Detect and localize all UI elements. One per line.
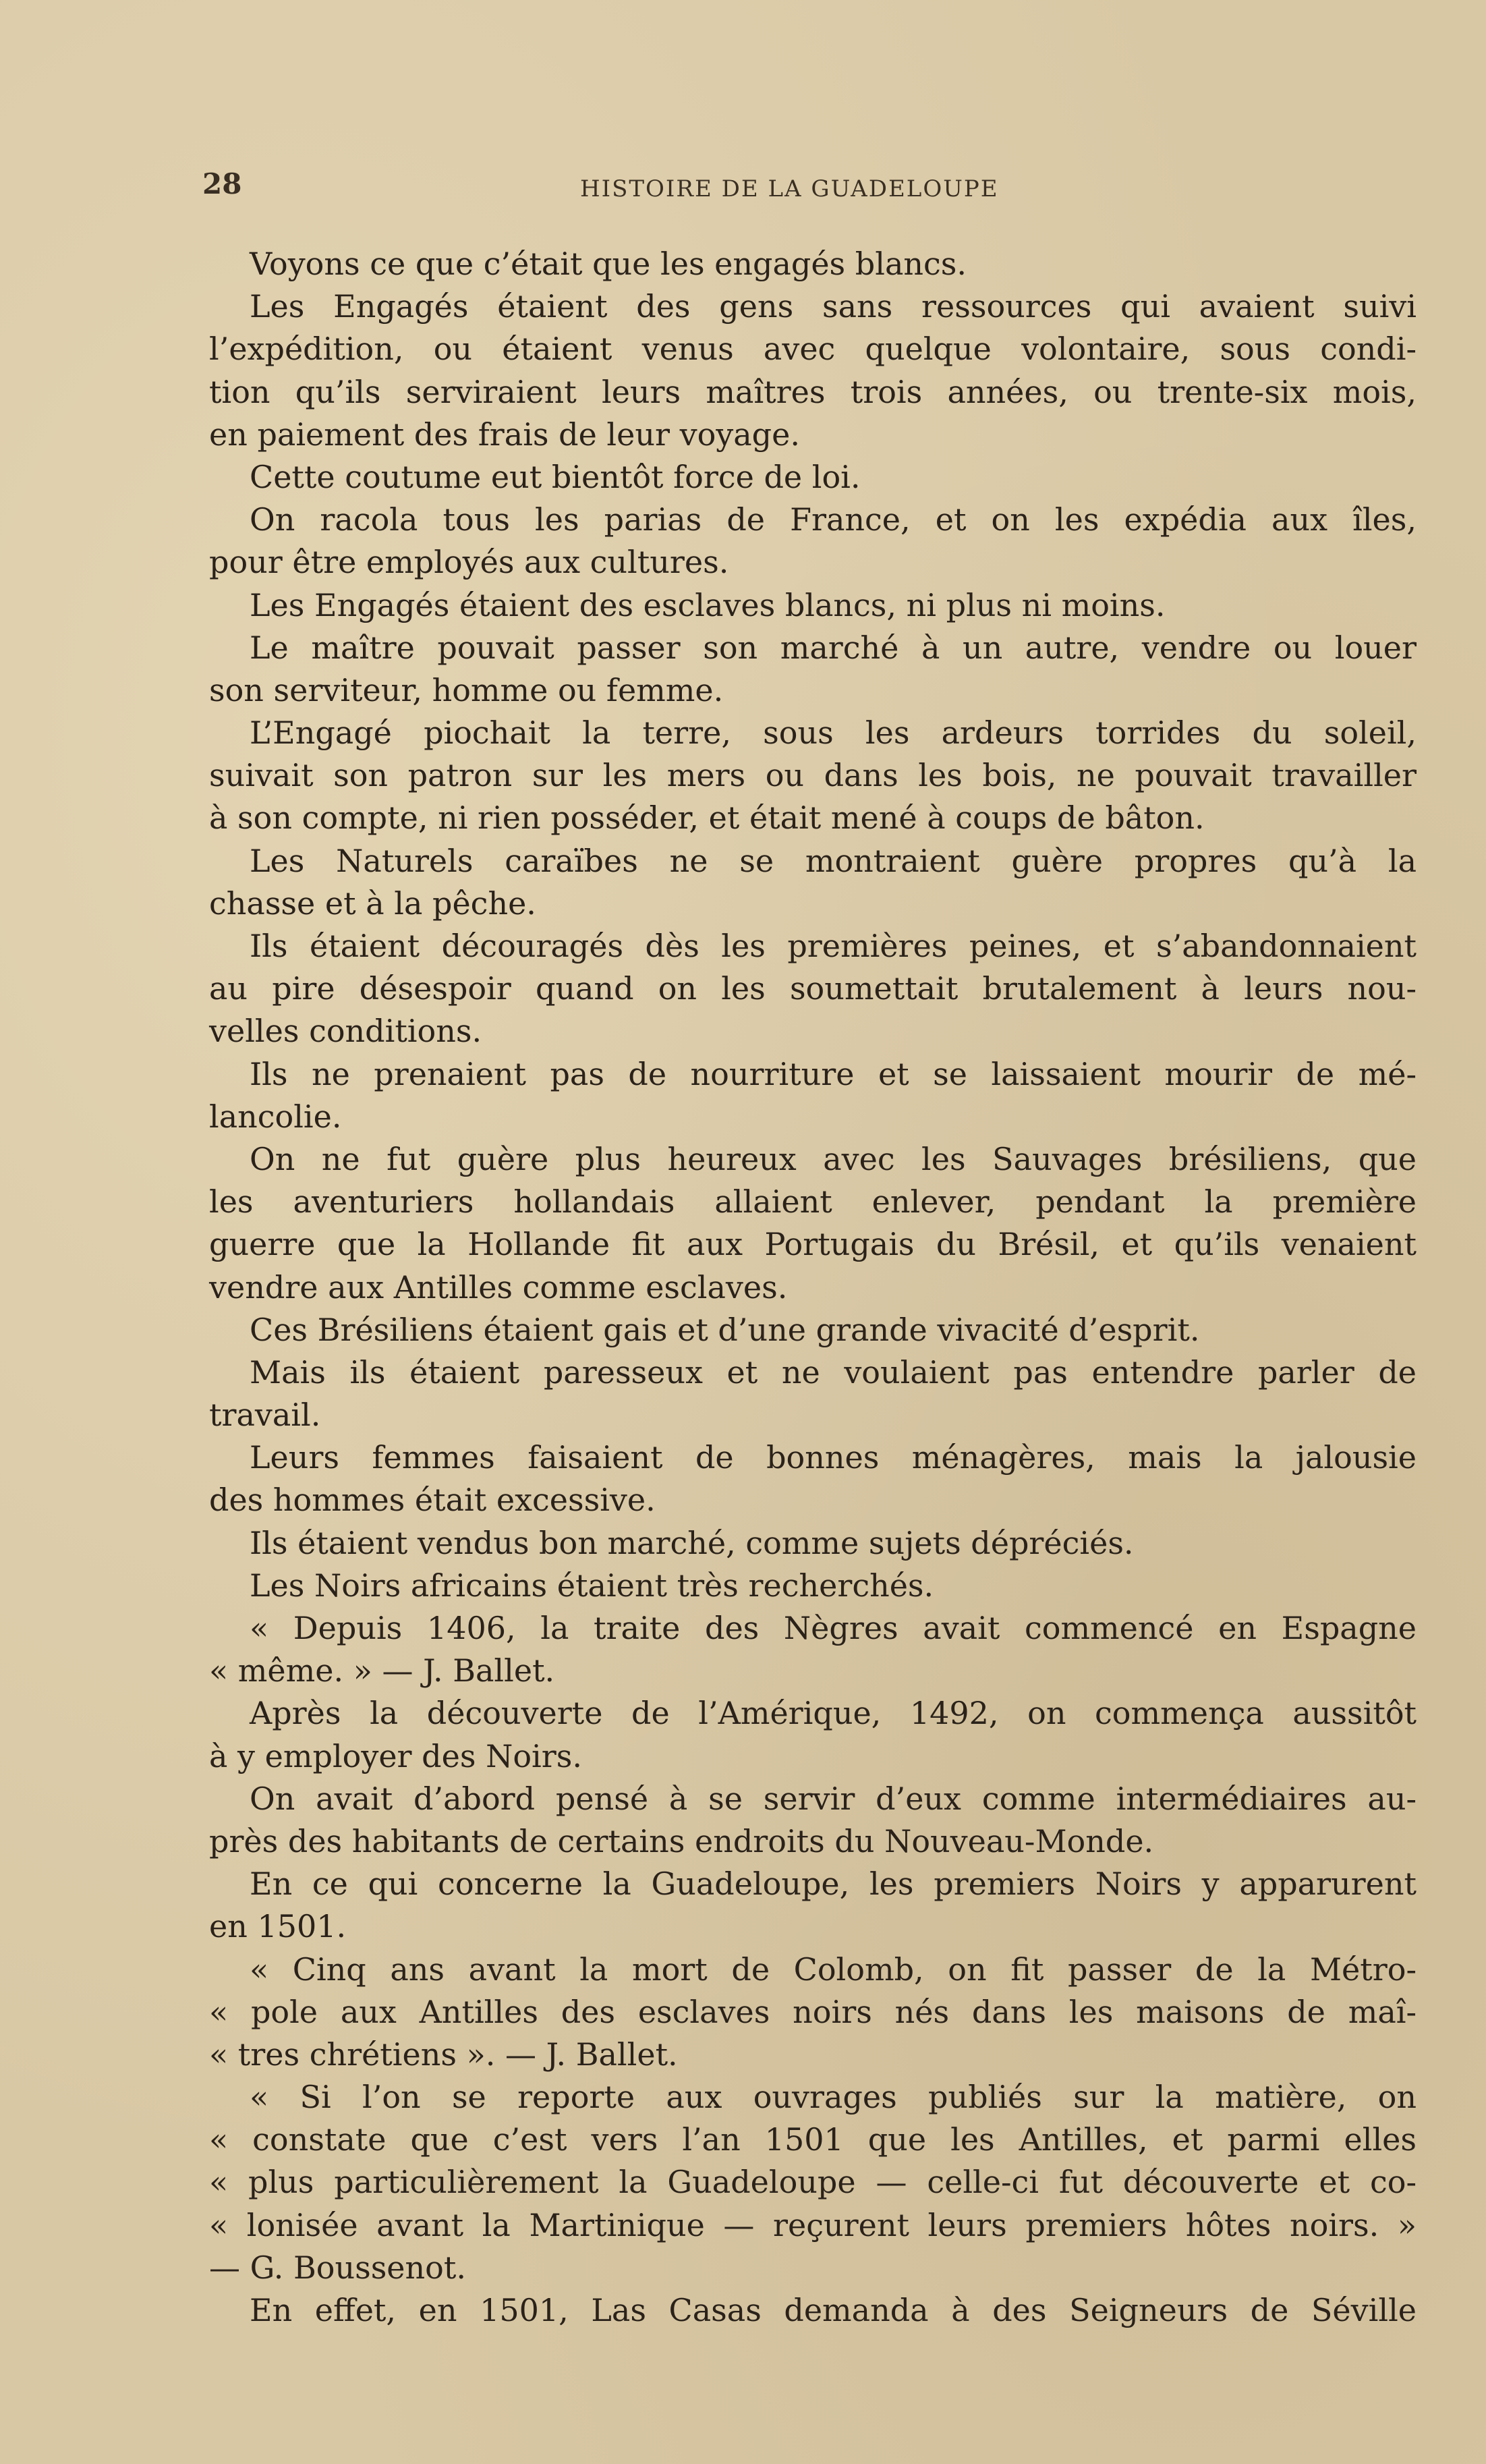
body-text — [209, 243, 1417, 2332]
text-line: pour être employés aux cultures. — [209, 544, 729, 581]
text-line: tion qu’ils serviraient leurs maîtres trois années, ou trente-six mois, — [209, 373, 1417, 410]
text-line: près des habitants de certains endroits du Nouveau-Monde. — [209, 1822, 1154, 1859]
text-line: « Si l’on se reporte aux ouvrages publiés sur la matière, on — [250, 2079, 1417, 2116]
page-number: 28 — [202, 167, 242, 200]
page-header — [202, 167, 1417, 208]
text-line: On avait d’abord pensé à se servir d’eux comme intermédiaires au- — [250, 1780, 1417, 1817]
text-line: — G. Boussenot. — [209, 2249, 466, 2286]
text-line: à y employer des Noirs. — [209, 1737, 582, 1774]
text-line: « tres chrétiens ». — J. Ballet. — [209, 2036, 678, 2073]
text-line: Les Naturels caraïbes ne se montraient guère propres qu’à la — [250, 842, 1417, 879]
text-line: chasse et à la pêche. — [209, 885, 536, 922]
text-line: guerre que la Hollande fit aux Portugais du Brésil, et qu’ils venaient — [209, 1226, 1417, 1263]
text-line: On ne fut guère plus heureux avec les Sauvages brésiliens, que — [250, 1140, 1417, 1177]
text-line: Ils étaient vendus bon marché, comme sujets dépréciés. — [250, 1524, 1134, 1561]
text-line: Les Engagés étaient des esclaves blancs, ni plus ni moins. — [250, 586, 1166, 623]
text-line: En ce qui concerne la Guadeloupe, les premiers Noirs y apparurent — [250, 1866, 1417, 1903]
text-line: Les Noirs africains étaient très recherchés. — [250, 1567, 934, 1604]
text-line: En effet, en 1501, Las Casas demanda à des Seigneurs de Séville — [250, 2292, 1417, 2328]
text-line: Ils ne prenaient pas de nourriture et se laissaient mourir de mé- — [250, 1055, 1417, 1092]
text-line: les aventuriers hollandais allaient enlever, pendant la première — [209, 1183, 1417, 1221]
text-line: « pole aux Antilles des esclaves noirs nés dans les maisons de maî- — [209, 1993, 1417, 2030]
text-line: en 1501. — [209, 1908, 347, 1945]
text-line: au pire désespoir quand on les soumettait brutalement à leurs nou- — [209, 970, 1417, 1007]
text-line: « plus particulièrement la Guadeloupe — celle-ci fut découverte et co- — [209, 2164, 1417, 2201]
text-line: Cette coutume eut bientôt force de loi. — [250, 458, 861, 495]
text-line: suivait son patron sur les mers ou dans les bois, ne pouvait travailler — [209, 757, 1417, 794]
text-line: Leurs femmes faisaient de bonnes ménagères, mais la jalousie — [250, 1439, 1417, 1476]
text-line: l’expédition, ou étaient venus avec quelque volontaire, sous condi- — [209, 331, 1417, 368]
text-line: Mais ils étaient paresseux et ne voulaient pas entendre parler de — [250, 1353, 1417, 1391]
running-title: HISTOIRE DE LA GUADELOUPE — [580, 175, 999, 202]
text-line: vendre aux Antilles comme esclaves. — [209, 1268, 788, 1306]
text-line: Après la découverte de l’Amérique, 1492, on commença aussitôt — [250, 1695, 1417, 1732]
text-line: Ces Brésiliens étaient gais et d’une grande vivacité d’esprit. — [250, 1311, 1200, 1348]
text-line: « même. » — J. Ballet. — [209, 1652, 555, 1689]
text-line: « constate que c’est vers l’an 1501 que les Antilles, et parmi elles — [209, 2121, 1417, 2158]
text-line: à son compte, ni rien posséder, et était mené à coups de bâton. — [209, 800, 1205, 837]
text-line: « Cinq ans avant la mort de Colomb, on fit passer de la Métro- — [250, 1951, 1417, 1988]
text-line: velles conditions. — [209, 1013, 482, 1050]
text-line: On racola tous les parias de France, et on les expédia aux îles, — [250, 501, 1417, 538]
text-line: Le maître pouvait passer son marché à un autre, vendre ou louer — [250, 629, 1417, 666]
text-line: « Depuis 1406, la traite des Nègres avait commencé en Espagne — [250, 1610, 1417, 1646]
text-line: Les Engagés étaient des gens sans ressources qui avaient suivi — [250, 288, 1417, 325]
text-line: lancolie. — [209, 1098, 342, 1135]
text-line: des hommes était excessive. — [209, 1482, 656, 1519]
text-line: L’Engagé piochait la terre, sous les ardeurs torrides du soleil, — [250, 715, 1417, 752]
text-line: en paiement des frais de leur voyage. — [209, 416, 800, 453]
text-line: son serviteur, homme ou femme. — [209, 671, 724, 708]
text-line: Voyons ce que c’était que les engagés blancs. — [250, 246, 967, 282]
text-line: « lonisée avant la Martinique — reçurent leurs premiers hôtes noirs. » — [209, 2206, 1417, 2243]
text-line: Ils étaient découragés dès les premières peines, et s’abandonnaient — [250, 928, 1417, 964]
text-line: travail. — [209, 1397, 321, 1434]
